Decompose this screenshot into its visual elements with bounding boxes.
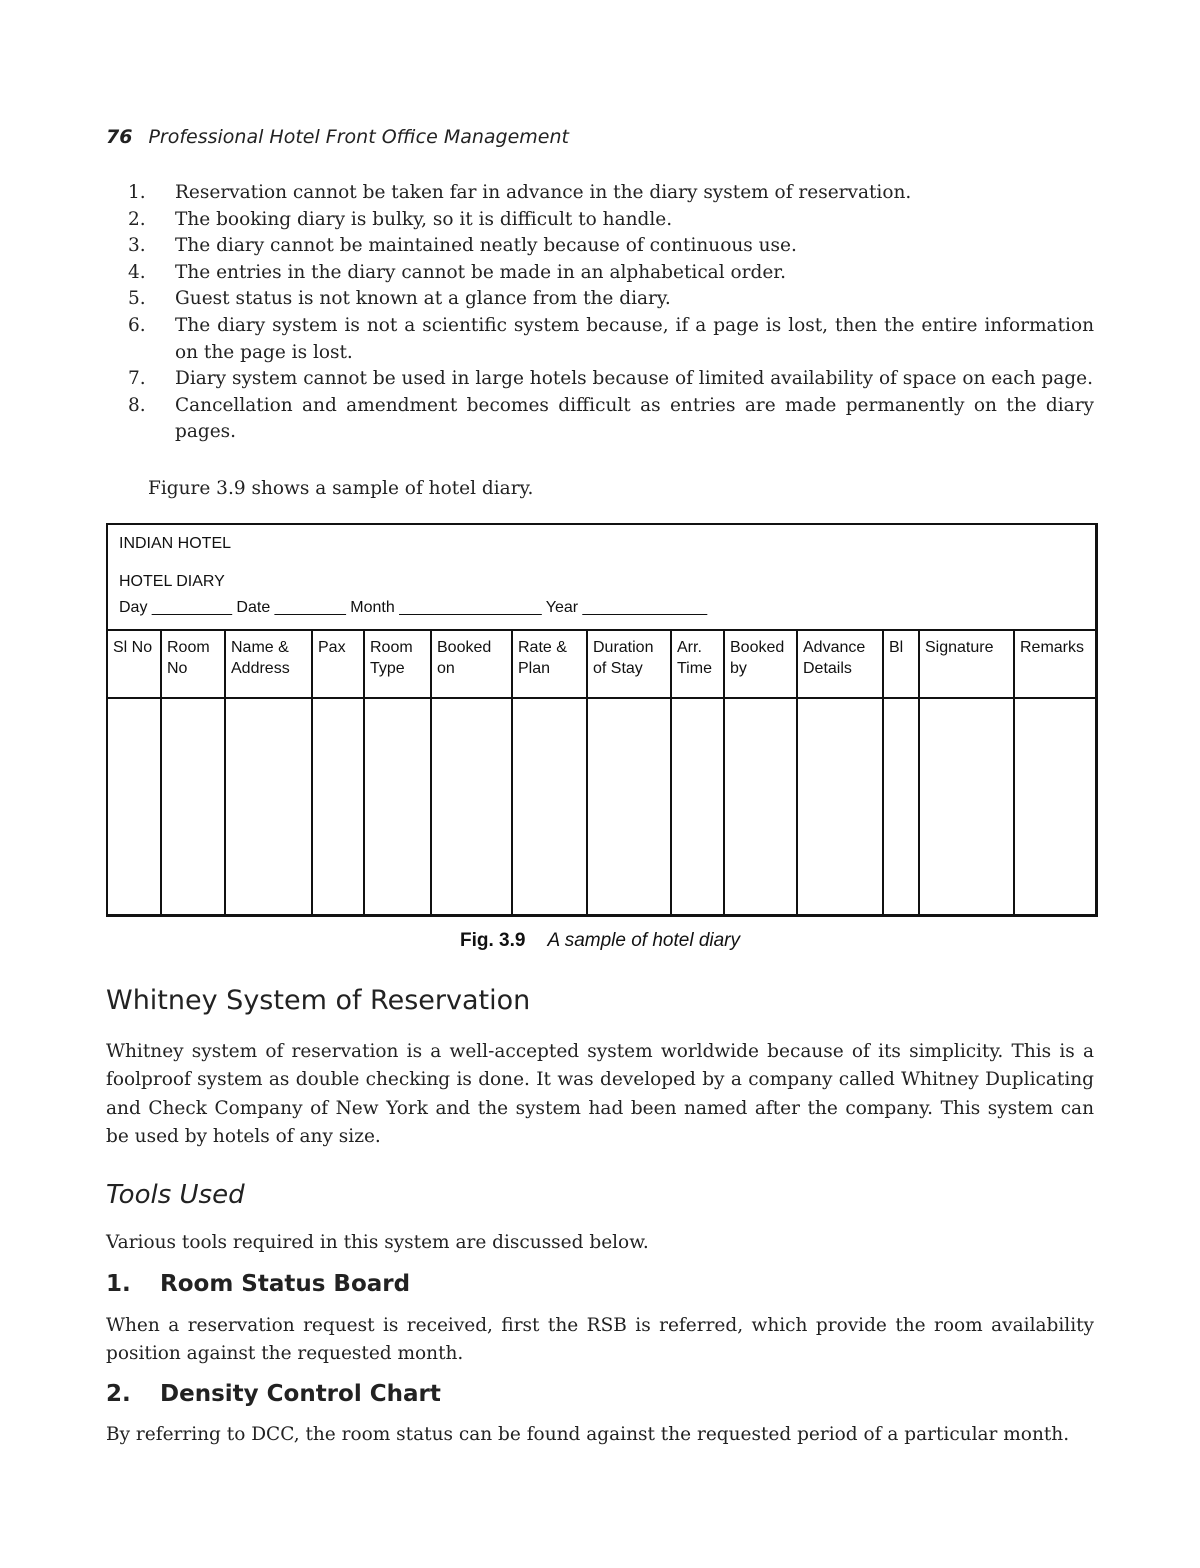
column-label: Bl — [889, 639, 904, 656]
list-item — [106, 180, 1094, 207]
tool-number: 1. — [106, 1271, 131, 1297]
list-number: 8. — [128, 394, 146, 416]
diary-column — [1015, 631, 1095, 914]
figure-intro: Figure 3.9 shows a sample of hotel diary. — [148, 478, 534, 499]
figure-caption-text: A sample of hotel diary — [547, 930, 741, 951]
list-item — [106, 207, 1094, 234]
disadvantages-list — [106, 180, 1094, 446]
list-text: Cancellation and amendment becomes difficult as entries are made permanently on the diary pages. — [175, 394, 1094, 443]
hotel-diary-figure — [106, 523, 1098, 917]
column-label: Booked by — [730, 639, 785, 677]
list-item — [106, 286, 1094, 313]
diary-column — [884, 631, 920, 914]
diary-columns — [108, 631, 1095, 914]
section-heading-whitney: Whitney System of Reservation — [106, 985, 531, 1016]
diary-column — [108, 631, 162, 914]
column-label: Arr. Time — [677, 639, 712, 677]
figure-label: Fig. 3.9 — [459, 930, 526, 951]
column-label: Remarks — [1020, 639, 1085, 656]
list-number: 2. — [128, 208, 146, 230]
whitney-paragraph: Whitney system of reservation is a well-accepted system worldwide because of its simplicity. This is a foolproof system as double checking is done. It was developed by a company called Whitney Duplicating and Check Company of New York and the system had been named after the company. This system can be used by hotels of any size. — [106, 1041, 1094, 1147]
tool-body-density-control-chart: By referring to DCC, the room status can be found against the requested period of a particular month. — [106, 1424, 1070, 1445]
list-text: Diary system cannot be used in large hotels because of limited availability of space on each page. — [175, 368, 1093, 390]
column-label: Sl No — [113, 639, 153, 656]
list-item — [106, 260, 1094, 287]
list-number: 7. — [128, 368, 146, 390]
subsection-heading-tools: Tools Used — [106, 1180, 245, 1210]
diary-column — [513, 631, 588, 914]
list-text: The diary cannot be maintained neatly because of continuous use. — [175, 235, 797, 257]
list-text: Guest status is not known at a glance from the diary. — [175, 288, 671, 310]
diary-column — [588, 631, 672, 914]
diary-column — [226, 631, 313, 914]
diary-title: HOTEL DIARY — [119, 573, 225, 590]
list-number: 4. — [128, 261, 146, 283]
tool-title: Room Status Board — [160, 1271, 411, 1297]
column-label: Room Type — [370, 639, 413, 677]
tool-heading-room-status-board — [106, 1271, 410, 1297]
column-label: Pax — [318, 639, 346, 656]
diary-column — [920, 631, 1015, 914]
column-label: Room No — [167, 639, 210, 677]
list-text: The booking diary is bulky, so it is difficult to handle. — [175, 208, 673, 230]
diary-hotel-name: INDIAN HOTEL — [119, 535, 232, 552]
list-number: 5. — [128, 288, 146, 310]
tools-intro: Various tools required in this system are discussed below. — [106, 1232, 649, 1253]
diary-column — [313, 631, 365, 914]
list-item — [106, 233, 1094, 260]
diary-date-line: Day _________ Date ________ Month ________________ Year ______________ — [119, 599, 708, 616]
diary-column — [725, 631, 798, 914]
column-label: Name & Address — [231, 639, 290, 677]
diary-column — [672, 631, 725, 914]
list-number: 6. — [128, 314, 146, 336]
running-header — [106, 126, 569, 148]
list-text: Reservation cannot be taken far in advance in the diary system of reservation. — [175, 182, 912, 203]
column-label: Advance Details — [803, 639, 866, 677]
page-number: 76 — [106, 126, 133, 148]
list-item — [106, 393, 1094, 446]
list-text: The diary system is not a scientific system because, if a page is lost, then the entire information on the page is lost. — [175, 314, 1094, 363]
diary-header — [108, 525, 1095, 631]
diary-column — [365, 631, 432, 914]
tool-body-room-status-board: When a reservation request is received, first the RSB is referred, which provide the room availability position against the requested month. — [106, 1315, 1094, 1365]
column-label: Booked on — [437, 639, 492, 677]
column-label: Signature — [925, 639, 994, 656]
list-item — [106, 313, 1094, 366]
list-item — [106, 366, 1094, 393]
list-number: 1. — [128, 182, 146, 203]
list-number: 3. — [128, 235, 146, 257]
tool-title: Density Control Chart — [160, 1381, 441, 1407]
diary-column — [162, 631, 226, 914]
tool-number: 2. — [106, 1381, 131, 1407]
list-text: The entries in the diary cannot be made in an alphabetical order. — [175, 261, 786, 283]
tool-heading-density-control-chart — [106, 1381, 441, 1407]
diary-column — [798, 631, 884, 914]
book-title: Professional Hotel Front Office Management — [148, 126, 569, 148]
diary-column — [432, 631, 513, 914]
column-label: Rate & Plan — [518, 639, 567, 677]
column-label: Duration of Stay — [593, 639, 654, 677]
figure-caption — [0, 930, 1200, 952]
